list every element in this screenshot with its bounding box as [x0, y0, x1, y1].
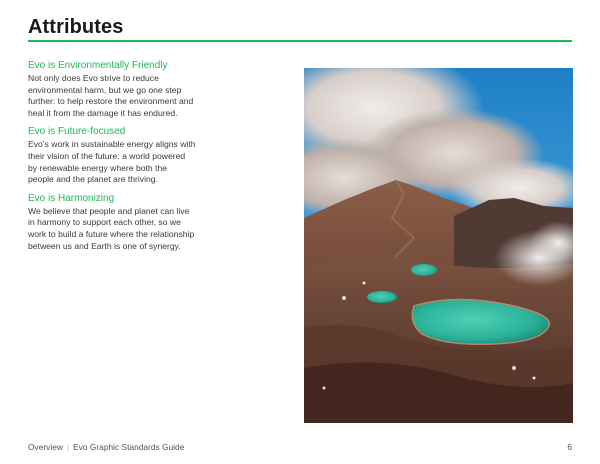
footer-breadcrumb	[28, 442, 184, 452]
description-line: Evo’s work in sustainable energy aligns with	[28, 139, 196, 150]
footer-separator: |	[66, 442, 70, 452]
attribute-heading: Evo is Future-focused	[28, 126, 126, 138]
description-line: by renewable energy where both the	[28, 162, 168, 173]
attribute-section-harmony	[28, 192, 290, 252]
description-line: Not only does Evo strive to reduce	[28, 73, 159, 83]
attribute-section-environment	[28, 59, 290, 119]
footer-document-title: Evo Graphic Standards Guide	[73, 442, 185, 452]
page-title: Attributes	[28, 16, 124, 38]
attribute-description	[28, 139, 290, 185]
attributes-list	[28, 59, 290, 258]
volcanic-landscape-photo	[304, 68, 573, 423]
attribute-description	[28, 206, 290, 252]
description-line: heal it from the damage it has endured.	[28, 107, 178, 118]
attribute-description	[28, 73, 290, 119]
description-line: their vision of the future: a world powered	[28, 150, 186, 161]
footer-section-label: Overview	[28, 442, 63, 452]
description-line: further: to help restore the environment and	[28, 96, 194, 107]
attribute-heading: Evo is Harmonizing	[28, 192, 115, 204]
title-divider	[28, 40, 572, 42]
page-number: 6	[567, 442, 572, 452]
description-line: We believe that people and planet can live	[28, 205, 190, 216]
attribute-section-future	[28, 125, 290, 185]
description-line: environmental harm, but we go one step	[28, 84, 182, 95]
description-line: in harmony to support each other, so we	[28, 217, 181, 228]
description-line: people and the planet are thriving.	[28, 174, 158, 185]
description-line: work to build a future where the relationship	[28, 228, 195, 239]
landscape-illustration	[304, 68, 573, 423]
attribute-heading: Evo is Environmentally Friendly	[28, 60, 168, 71]
description-line: between us and Earth is one of synergy.	[28, 240, 181, 251]
